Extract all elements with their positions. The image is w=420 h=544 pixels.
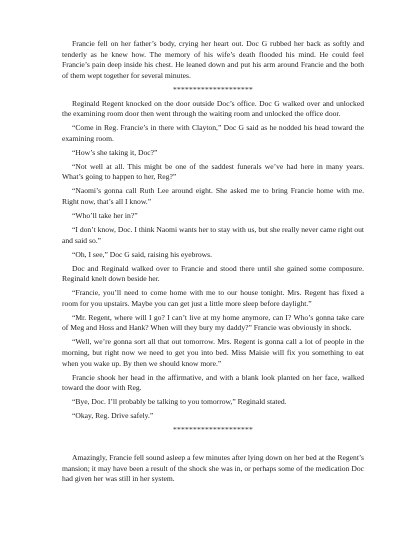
paragraph: “Okay, Reg. Drive safely.” [72, 411, 154, 421]
paragraph: Francie shook her head in the affirmative, and with a blank look planted on her face, walked toward the door with Reg. [62, 372, 364, 393]
paragraph: Amazingly, Francie fell sound asleep a few minutes after lying down on her bed at the Regent’s mansion; it may have been a result of the shock she was in, or perhaps some of the medication Doc had given her was still in her system. [62, 453, 364, 484]
paragraph: “How’s she taking it, Doc?” [72, 147, 158, 157]
paragraph: “Naomi’s gonna call Ruth Lee around eight. She asked me to bring Francie home with me. Right now, that’s all I know.” [62, 186, 364, 207]
paragraph: “I don’t know, Doc. I think Naomi wants her to stay with us, but she really never came right out and said so.” [62, 225, 364, 245]
paragraph: “Oh, I see,” Doc G said, raising his eyebrows. [72, 249, 213, 259]
paragraph: “Not well at all. This might be one of the saddest funerals we’ve had here in many years. What’s going to happen to her, Reg?” [62, 161, 364, 182]
paragraph: Reginald Regent knocked on the door outside Doc’s office. Doc G walked over and unlocked the examining room door then went through the waiting room and unlocked the office door. [62, 98, 364, 119]
paragraph: “Francie, you’ll need to come home with me to our house tonight. Mrs. Regent has fixed a room for you upstairs. Maybe you can get just a little more sleep before daylight.” [62, 288, 364, 308]
scene-separator: ******************** [173, 425, 253, 435]
paragraph: Doc and Reginald walked over to Francie and stood there until she gained some composure. Reginald knelt down beside her. [62, 263, 364, 284]
paragraph: Francie fell on her father’s body, crying her heart out. Doc G rubbed her back as softly and tenderly as he knew how. The memory of his wife’s death flooded his mind. He could feel Francie’s pain deep inside his chest. He leaned down and put his arm around Francie and the both of them wept together for several minutes. [62, 39, 364, 80]
book-page [62, 39, 364, 488]
spacer [62, 439, 364, 453]
scene-separator: ******************** [173, 84, 253, 94]
paragraph: “Bye, Doc. I’ll probably be talking to you tomorrow,” Reginald stated. [72, 397, 287, 407]
paragraph: “Come in Reg. Francie’s in there with Clayton,” Doc G said as he nodded his head toward the examining room. [62, 123, 364, 143]
paragraph: “Mr. Regent, where will I go? I can’t live at my home anymore, can I? Who’s gonna take care of Meg and Hoss and Hank? When will they bury my daddy?” Francie was obviously in shock. [62, 312, 364, 333]
paragraph: “Who’ll take her in?” [72, 211, 138, 221]
paragraph: “Well, we’re gonna sort all that out tomorrow. Mrs. Regent is gonna call a lot of people in the morning, but right now we need to get you into bed. Miss Maisie will fix you something to eat when you wake up. By then we should know more.” [62, 337, 364, 368]
